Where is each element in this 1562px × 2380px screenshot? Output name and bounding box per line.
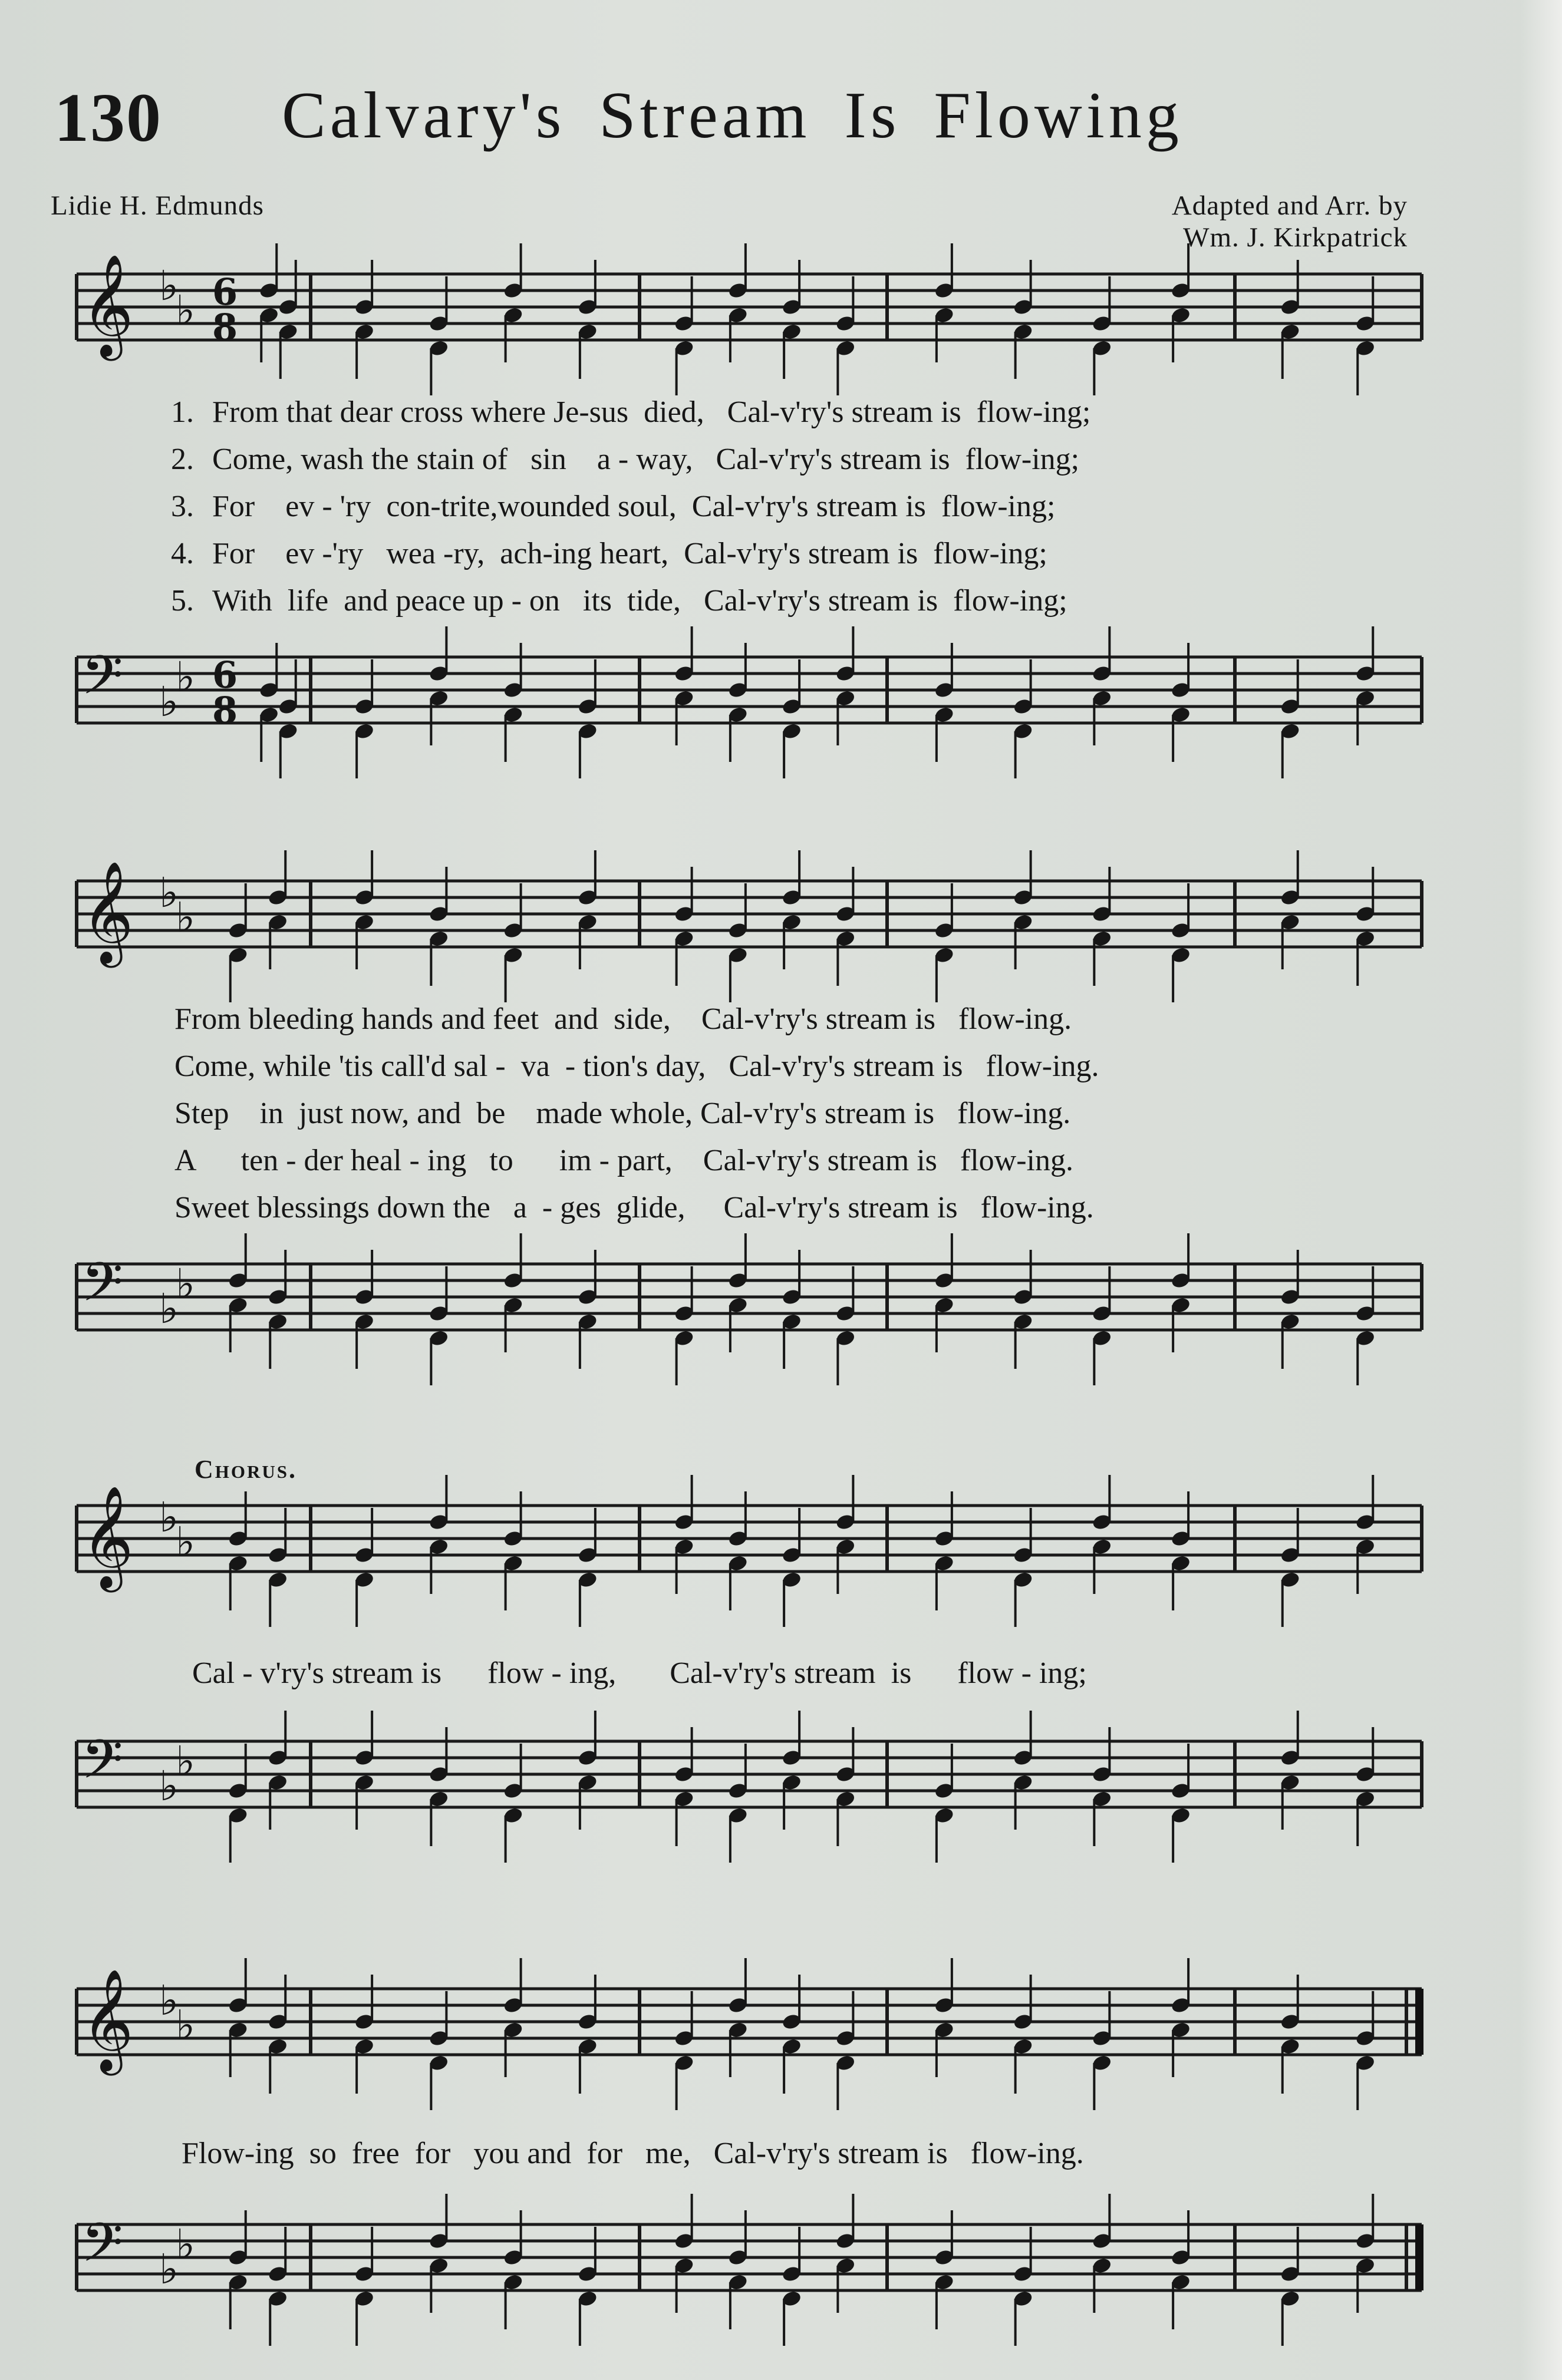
verses-part-2 (174, 996, 1099, 1232)
system-3-treble-staff (0, 1486, 1562, 1615)
system-3-bass-staff (0, 1728, 1562, 1868)
flat-sign: ♭ (159, 262, 179, 310)
flat-sign: ♭ (176, 1737, 196, 1785)
treble-clef: 𝄞 (81, 1486, 134, 1588)
flat-sign: ♭ (176, 653, 196, 701)
verse-4-line: 4. For ev -'ry wea -ry, ach-ing heart, Cal-v'ry's stream is flow-ing; (171, 537, 1047, 570)
arranger-credit (1172, 190, 1408, 253)
hymn-title: Calvary's Stream Is Flowing (282, 79, 1183, 152)
verse-4-continued: A ten - der heal - ing to im - part, Cal-v'ry's stream is flow-ing. (174, 1144, 1073, 1177)
verses-part-1 (171, 389, 1090, 625)
time-signature-top: 6 (212, 653, 238, 696)
verse-2-continued: Come, while 'tis call'd sal - va - tion's day, Cal-v'ry's stream is flow-ing. (174, 1049, 1099, 1083)
verse-5-continued: Sweet blessings down the a - ges glide, Cal-v'ry's stream is flow-ing. (174, 1191, 1094, 1224)
hymn-number: 130 (54, 79, 162, 156)
bass-clef: 𝄢 (81, 2211, 123, 2287)
time-signature-bottom: 8 (212, 689, 238, 732)
chorus-line-1: Cal - v'ry's stream is flow - ing, Cal-v'ry's stream is flow - ing; (192, 1656, 1087, 1690)
verse-2-line: 2. Come, wash the stain of sin a - way, Cal-v'ry's stream is flow-ing; (171, 443, 1080, 476)
bass-clef: 𝄢 (81, 644, 123, 719)
flat-sign: ♭ (159, 1762, 179, 1810)
system-2-bass-staff (0, 1251, 1562, 1391)
flat-sign: ♭ (176, 893, 196, 942)
system-1-treble-staff (0, 254, 1562, 383)
flat-sign: ♭ (176, 2001, 196, 2049)
flat-sign: ♭ (176, 1518, 196, 1566)
flat-sign: ♭ (159, 2245, 179, 2293)
verse-1-continued: From bleeding hands and feet and side, Cal-v'ry's stream is flow-ing. (174, 1002, 1072, 1036)
flat-sign: ♭ (159, 678, 179, 726)
verse-5-line: 5. With life and peace up - on its tide, Cal-v'ry's stream is flow-ing; (171, 584, 1067, 618)
treble-clef: 𝄞 (81, 1969, 134, 2071)
verse-3-continued: Step in just now, and be made whole, Cal-v'ry's stream is flow-ing. (174, 1097, 1071, 1130)
verse-3-line: 3. For ev - 'ry con-trite,wounded soul, Cal-v'ry's stream is flow-ing; (171, 490, 1056, 523)
flat-sign: ♭ (159, 1285, 179, 1333)
arranger-line-1: Adapted and Arr. by (1171, 190, 1408, 221)
flat-sign: ♭ (176, 286, 196, 335)
chorus-label: Chorus. (195, 1455, 298, 1484)
bass-clef: 𝄢 (81, 1728, 123, 1804)
flat-sign: ♭ (176, 1260, 196, 1308)
flat-sign: ♭ (176, 2220, 196, 2269)
chorus-lyrics-2 (182, 2130, 1084, 2177)
treble-clef: 𝄞 (81, 254, 134, 356)
bass-clef: 𝄢 (81, 1251, 123, 1326)
system-1-bass-staff (0, 644, 1562, 784)
treble-clef: 𝄞 (81, 861, 134, 963)
flat-sign: ♭ (159, 1976, 179, 2025)
chorus-line-2: Flow-ing so free for you and for me, Cal-v'ry's stream is flow-ing. (182, 2137, 1084, 2170)
system-4-bass-staff (0, 2211, 1562, 2351)
time-signature-bottom: 8 (212, 306, 238, 349)
system-4-treble-staff (0, 1969, 1562, 2098)
time-signature-top: 6 (212, 270, 238, 313)
chorus-lyrics-1 (192, 1650, 1087, 1697)
system-2-treble-staff (0, 861, 1562, 990)
flat-sign: ♭ (159, 869, 179, 917)
verse-1-line: 1. From that dear cross where Je-sus died, Cal-v'ry's stream is flow-ing; (171, 395, 1091, 429)
arranger-line-2: Wm. J. Kirkpatrick (1183, 222, 1408, 253)
lyricist-credit: Lidie H. Edmunds (51, 190, 264, 221)
flat-sign: ♭ (159, 1493, 179, 1541)
